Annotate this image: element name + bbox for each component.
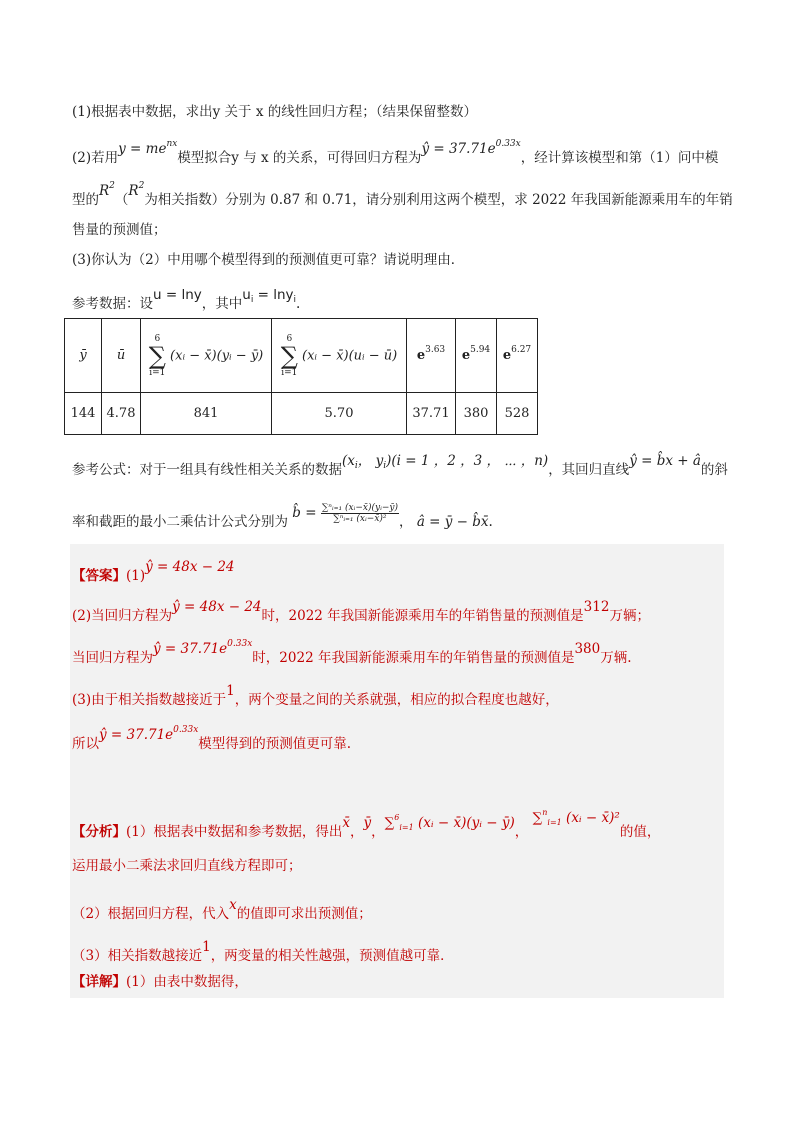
answer-line-1: 【答案】(1)ŷ = 48x − 24: [72, 559, 235, 584]
header-sum-xu: 6 ∑ i=1 (xᵢ − x̄)(uᵢ − ū): [272, 319, 407, 393]
analysis-line-3: （2）根据回归方程，代入x的值即可求出预测值；: [72, 897, 372, 922]
data-pairs: ($x_i$， $y_i)(i = 1$ ，2 ，3 ， ⋯ ，n): [342, 453, 549, 471]
answer-exp-eq-2: ŷ = $37.71e^{0.33x}$: [99, 725, 199, 743]
answer-exp-eq: ŷ = $37.71e^{0.33x}$: [153, 639, 253, 657]
table-cell: 528: [497, 393, 538, 435]
answer-line-4: (3)由于相关指数越接近于1，两个变量之间的关系就强，相应的拟合程度也越好，: [72, 683, 559, 708]
table-cell: 841: [141, 393, 272, 435]
answer-line-5: 所以ŷ = $37.71e^{0.33x}$模型得到的预测值更可靠.: [72, 725, 352, 752]
header-e363: $e^{3.63}$: [407, 319, 456, 393]
analysis-line-1: 【分析】(1）根据表中数据和参考数据，得出x̄，ȳ，∑$^6_{i=1}$ (xᵢ − x̄)(yᵢ − ȳ)， ∑$^n_{i=1}$ (xᵢ − x̄)²的值，: [72, 808, 661, 840]
regression-eq-exp: ŷ = $37.71e^{0.33x}$: [421, 139, 521, 157]
header-e594: $e^{5.94}$: [456, 319, 497, 393]
u-definition: u = lny: [153, 287, 202, 303]
prediction-380: 380: [574, 641, 601, 657]
answer-eq-1: ŷ = 48x − 24: [145, 559, 235, 575]
table-header-row: [65, 319, 538, 393]
formula-line-2: 率和截距的最小二乘估计公式分别为 b̂ = $\frac{\text{∑ⁿᵢ₌₁ (xᵢ−x̄)(yᵢ−ȳ)}}{\text{∑ⁿᵢ₌₁ (xᵢ−x̄)²}}$ ， â = ȳ − b̂x̄.: [72, 503, 493, 530]
q2-text-b: 模型拟合y 与 x 的关系，可得回归方程为: [177, 150, 422, 166]
table-cell: 37.71: [407, 393, 456, 435]
table-value-row: [65, 393, 538, 435]
question-3: (3)你认为（2）中用哪个模型得到的预测值更可靠？请说明理由．: [72, 252, 465, 268]
table-cell: 144: [65, 393, 102, 435]
sum-xx: ∑$^n_{i=1}$ (xᵢ − x̄)²: [532, 808, 620, 827]
prediction-312: 312: [583, 599, 610, 615]
regression-line-formula: ŷ = b̂x + â: [629, 453, 701, 469]
header-ubar: ū: [102, 319, 141, 393]
ui-definition: $u_i = \ln y_i$: [242, 287, 297, 305]
r-squared: $R^2$: [99, 181, 115, 199]
question-2-line-3: 售量的预测值；: [72, 222, 167, 238]
header-e627: $e^{6.27}$: [497, 319, 538, 393]
analysis-line-2: 运用最小二乘法求回归直线方程即可；: [72, 858, 302, 874]
answer-line-3: 当回归方程为ŷ = $37.71e^{0.33x}$时，2022 年我国新能源乘用车的年销售量的预测值是380万辆.: [72, 639, 632, 666]
q2-text-c: ，经计算该模型和第（1）问中模: [520, 150, 719, 166]
header-ybar: ȳ: [65, 319, 102, 393]
question-2-line-1: [72, 139, 719, 168]
q2-text-a: (2)若用: [72, 150, 119, 166]
reference-data-line: 参考数据：设u = lny，其中$u_i = \ln y_i$.: [72, 287, 301, 312]
detail-line: 【详解】(1）由表中数据得，: [72, 974, 248, 990]
question-1: (1)根据表中数据，求出y 关于 x 的线性回归方程；（结果保留整数）: [72, 104, 477, 120]
b-hat-formula: b̂ = $\frac{\text{∑ⁿᵢ₌₁ (xᵢ−x̄)(yᵢ−ȳ)}}{\text{∑ⁿᵢ₌₁ (xᵢ−x̄)²}}$: [292, 503, 399, 524]
table-cell: 4.78: [102, 393, 141, 435]
table-cell: 5.70: [272, 393, 407, 435]
table-cell: 380: [456, 393, 497, 435]
header-sum-xy: 6 ∑ i=1 (xᵢ − x̄)(yᵢ − ȳ): [141, 319, 272, 393]
a-hat-formula: â = ȳ − b̂x̄: [416, 514, 489, 530]
question-2-line-2: 型的$R^2(R^2$为相关指数）分别为 0.87 和 0.71，请分别利用这两个模型，求 2022 年我国新能源乘用车的年销: [72, 181, 733, 208]
reference-data-table: [64, 318, 538, 435]
model-formula: $y = me^{nx}$: [118, 139, 178, 157]
analysis-line-4: （3）相关指数越接近1，两变量的相关性越强，预测值越可靠．: [72, 939, 454, 964]
sum-xy: ∑$^6_{i=1}$ (xᵢ − x̄)(yᵢ − ȳ): [384, 813, 515, 832]
answer-line-2: (2)当回归方程为ŷ = 48x − 24时，2022 年我国新能源乘用车的年销售量的预测值是312万辆；: [72, 599, 650, 624]
formula-line-1: 参考公式：对于一组具有线性相关关系的数据($x_i$， $y_i)(i = 1$ ，2 ，3 ， ⋯ ，n)，其回归直线ŷ = b̂x + â的斜: [72, 453, 728, 478]
r-squared-2: $R^2$: [128, 181, 145, 199]
